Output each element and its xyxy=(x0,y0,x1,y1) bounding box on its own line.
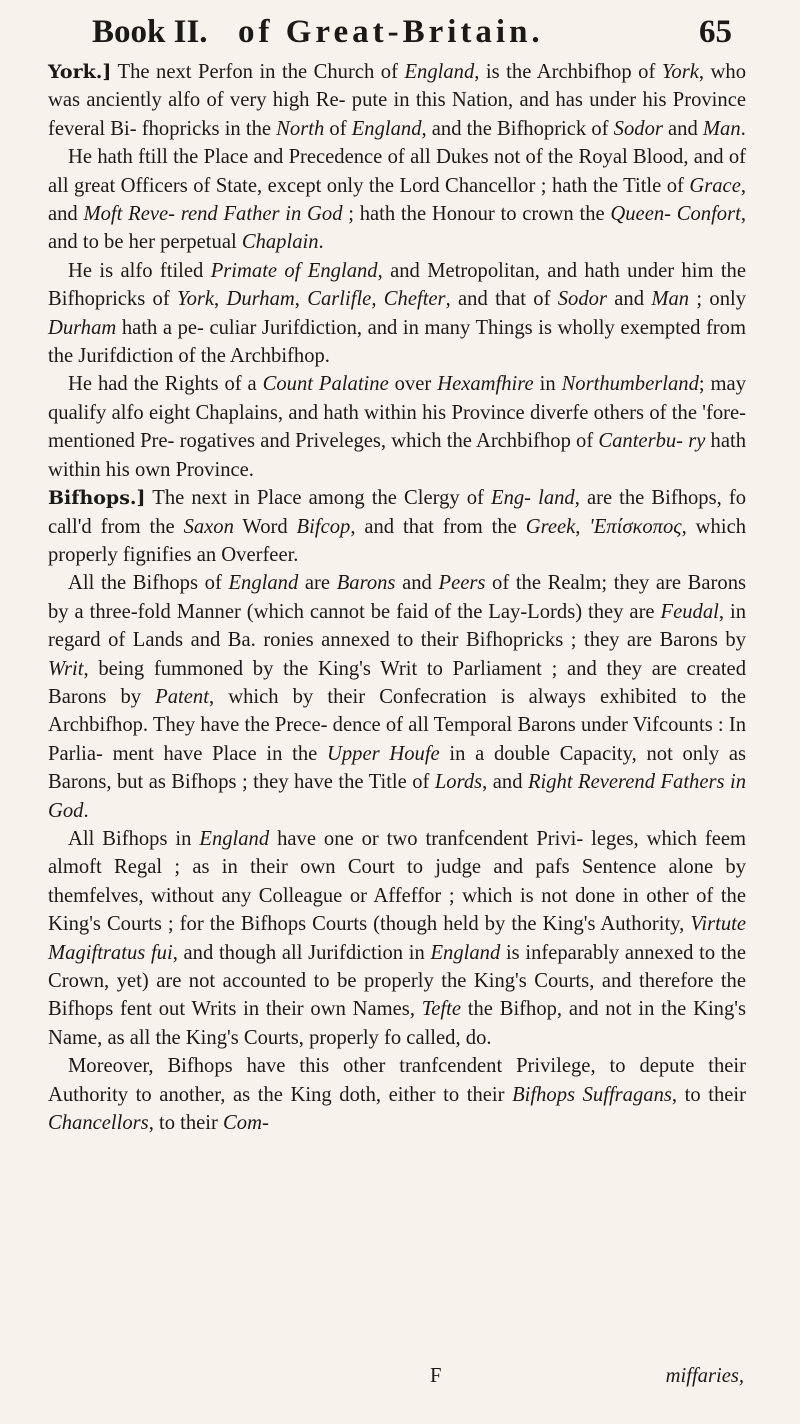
text-run: are xyxy=(298,572,337,595)
text-run: Moreover, Bifhops have this other tranfcendent Privilege, to depute their Authority to another, as the King doth, either to their xyxy=(48,1055,746,1106)
text-run: hath within his own Province. xyxy=(48,430,746,481)
text-run: , xyxy=(575,515,590,538)
italic-text: Chaplain xyxy=(241,231,319,254)
book-number: Book II. xyxy=(92,14,208,50)
italic-text: North xyxy=(276,117,325,140)
text-run: , and the Bifhoprick of xyxy=(421,117,614,140)
italic-text: Tefte xyxy=(421,998,462,1021)
italic-text: Feudal xyxy=(660,600,719,623)
text-run: , xyxy=(371,288,384,311)
text-run: , and Metropolitan, and hath under him the Bifhopricks of xyxy=(48,259,746,311)
italic-text: Com- xyxy=(223,1112,269,1135)
text-run: , and xyxy=(482,771,528,794)
italic-text: Chefter xyxy=(383,288,446,311)
side-heading: York.] xyxy=(48,61,112,83)
text-run: , being fummoned by the King's Writ to Parliament ; and they are created Barons by xyxy=(48,657,746,708)
text-run: have one or two tranfcendent Privi- leges, which feem almoft Regal ; as in their own Court to judge and pafs Sentence alone by themfelves, without any Colleague or Affeffor ; which is not done in other of the King's Courts ; for the Bifhops Courts (though held by the King's Authority, xyxy=(48,827,746,936)
italic-text: Northumberland xyxy=(561,373,699,396)
text-run: , to their xyxy=(148,1112,224,1135)
text-run: and xyxy=(662,117,703,140)
text-run: of xyxy=(324,117,352,140)
text-run: and xyxy=(606,288,652,311)
italic-text: Bifhops Suffragans xyxy=(512,1083,672,1106)
text-run: Word xyxy=(233,515,297,538)
paragraph xyxy=(48,58,746,143)
italic-text: Durham xyxy=(226,288,295,311)
italic-text: Writ xyxy=(48,657,84,680)
italic-text: Bifcop xyxy=(296,515,351,538)
italic-text: Durham xyxy=(48,316,117,339)
text-run: ; only xyxy=(689,288,747,311)
body-text xyxy=(48,58,746,1137)
text-run: , to their xyxy=(671,1083,746,1106)
italic-text: Eng- land xyxy=(490,487,575,510)
italic-text: Sodor xyxy=(613,117,663,140)
text-run: , are the Bifhops, fo call'd from the xyxy=(48,487,746,538)
italic-text: England xyxy=(404,61,475,83)
italic-text: Moft Reve- rend Father in God xyxy=(83,203,343,226)
text-run: He is alfo ftiled xyxy=(68,259,211,282)
text-run: in a double Capacity, not only as Barons, but as Bifhops ; they have the Title of xyxy=(48,742,746,794)
text-run: , and that from the xyxy=(350,515,526,538)
italic-text: Greek xyxy=(525,515,576,538)
italic-text: England xyxy=(228,572,299,595)
paragraph xyxy=(48,370,746,484)
italic-text: England xyxy=(351,117,422,140)
italic-text: Saxon xyxy=(183,515,234,538)
italic-text: Upper Houfe xyxy=(327,742,440,765)
paragraph xyxy=(48,143,746,257)
text-run: The next in Place among the Clergy of xyxy=(145,487,491,510)
text-run: , which by their Confecration is always exhibited to the Archbifhop. They have the Prece- dence of all Temporal Barons under Vifcounts : In Parlia- ment have Place in the xyxy=(48,685,746,765)
text-run: of the Realm; they are Barons by a three-fold Manner (which cannot be faid of the Lay-Lords) they are xyxy=(48,572,747,623)
text-run: and xyxy=(395,572,439,595)
text-run: . xyxy=(83,799,89,822)
text-run: He hath ftill the Place and Precedence of all Dukes not of the Royal Blood, and of all great Officers of State, except only the Lord Chancellor ; hath the Title of xyxy=(48,146,746,197)
italic-text: Carlifle xyxy=(307,288,372,311)
catchword: miffaries, xyxy=(665,1365,744,1387)
text-run: , and though all Jurifdiction in xyxy=(172,941,431,964)
italic-text: Man xyxy=(651,288,690,311)
text-run: in xyxy=(533,373,562,396)
italic-text: Count Palatine xyxy=(262,373,389,396)
text-run: All Bifhops in xyxy=(68,827,200,850)
text-run: ; hath the Honour to crown the xyxy=(342,203,611,226)
italic-text: Right Reverend Fathers in God xyxy=(48,771,746,822)
italic-text: England xyxy=(199,827,270,850)
text-run: , xyxy=(294,288,308,311)
text-run: , is the Archbifhop of xyxy=(474,61,662,83)
text-run: The next Perfon in the Church of xyxy=(111,61,405,83)
italic-text: York xyxy=(177,288,215,311)
signature-mark: F xyxy=(430,1365,442,1387)
text-run: . xyxy=(318,231,324,254)
paragraph xyxy=(48,569,746,825)
running-title: of Great-Britain. xyxy=(238,14,544,50)
italic-text: England xyxy=(430,941,501,964)
italic-text: Virtute Magiftratus fui xyxy=(48,913,746,964)
text-run: over xyxy=(388,373,438,396)
italic-text: Man xyxy=(702,117,741,140)
text-run: , and xyxy=(48,174,746,226)
paragraph xyxy=(48,484,746,569)
italic-text: Sodor xyxy=(557,288,607,311)
text-run: He had the Rights of a xyxy=(68,373,263,396)
text-run: , in regard of Lands and Ba. ronies annexed to their Bifhopricks ; they are Barons by xyxy=(48,600,746,652)
italic-text: Patent xyxy=(155,685,209,708)
italic-text: York xyxy=(661,61,699,83)
italic-text: Primate of England xyxy=(210,259,378,282)
text-run: , xyxy=(214,288,227,311)
italic-text: 'Επίσκοπος xyxy=(589,515,682,538)
text-run: ; may qualify alfo eight Chaplains, and hath within his Province diverfe others of the 'fore-mentioned Pre- rogatives and Priveleges, which the Archbifhop of xyxy=(48,373,746,453)
paragraph xyxy=(48,257,746,371)
italic-text: Canterbu- ry xyxy=(598,430,706,453)
page-footer xyxy=(48,1362,746,1392)
running-header xyxy=(92,12,732,52)
side-heading: Bifhops.] xyxy=(48,487,146,510)
paragraph xyxy=(48,825,746,1052)
text-run: hath a pe- culiar Jurifdiction, and in many Things is wholly exempted from the Jurifdiction of the Archbifhop. xyxy=(48,316,746,368)
italic-text: Hexamfhire xyxy=(437,373,534,396)
text-run: , who was anciently alfo of very high Re- pute in this Nation, and has under his Province feveral Bi- fhopricks in the xyxy=(48,61,746,140)
italic-text: Lords xyxy=(434,771,483,794)
page-number: 65 xyxy=(699,14,732,50)
text-run: the Bifhop, and not in the King's Name, as all the King's Courts, properly fo called, do. xyxy=(48,998,746,1049)
paragraph xyxy=(48,1052,746,1137)
text-run: All the Bifhops of xyxy=(68,572,229,595)
italic-text: Queen- Confort xyxy=(610,203,741,226)
text-run: , which properly fignifies an Overfeer. xyxy=(48,515,747,566)
text-run: . xyxy=(740,117,746,140)
italic-text: Chancellors xyxy=(48,1112,149,1135)
text-run: , and that of xyxy=(445,288,558,311)
italic-text: Barons xyxy=(336,572,396,595)
italic-text: Grace xyxy=(689,174,741,197)
italic-text: Peers xyxy=(438,572,486,595)
text-run: is infeparably annexed to the Crown, yet) are not accounted to be properly the King's Courts, and therefore the Bifhops fent out Writs in their own Names, xyxy=(48,941,746,1021)
text-run: , and to be her perpetual xyxy=(48,203,746,254)
